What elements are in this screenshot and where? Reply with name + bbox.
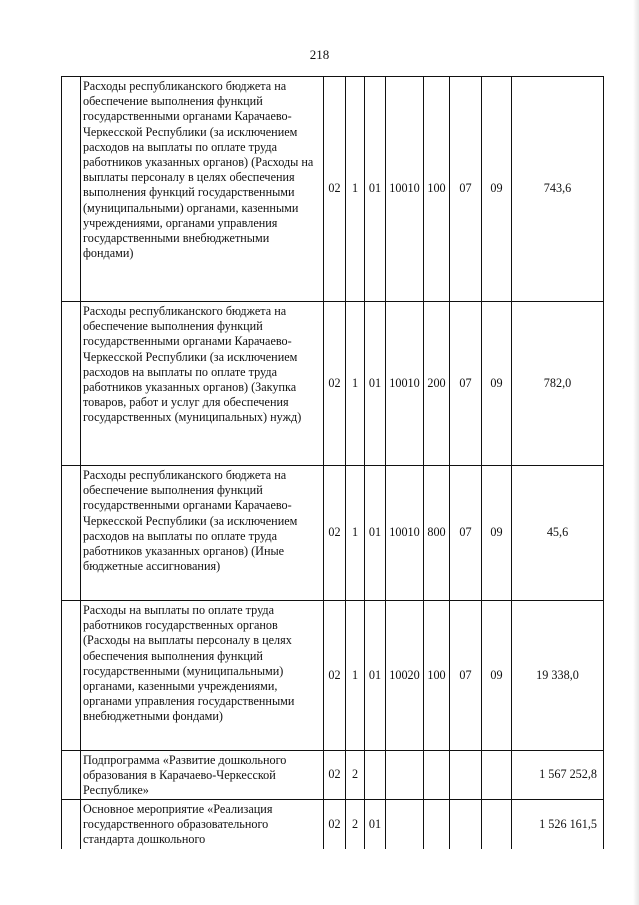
subprogram-code: 2 [346,751,365,800]
main-measure-code: 01 [365,466,386,601]
main-measure-code [365,751,386,800]
subsection-code: 09 [482,601,512,751]
section-code [450,751,482,800]
amount: 782,0 [512,302,604,466]
table-row [62,466,604,601]
page-edge [633,0,639,905]
expense-type-code: 200 [424,302,450,466]
table-row [62,751,604,800]
program-code: 02 [324,77,346,302]
amount: 45,6 [512,466,604,601]
main-measure-code: 01 [365,800,386,849]
expense-name: Расходы на выплаты по оплате труда работников государственных органов (Расходы на выплаты персоналу в целях обеспечения выполнения функций государственными (муниципальными) органами, казенными учреждениями, органами управления государственными внебюджетными фондами) [81,601,324,751]
section-code: 07 [450,77,482,302]
budget-table [61,76,604,849]
subprogram-code: 2 [346,800,365,849]
blank-cell [62,302,81,466]
expense-name: Расходы республиканского бюджета на обеспечение выполнения функций государственными органами Карачаево-Черкесской Республики (за исключением расходов на выплаты по оплате труда работников указанных органов) (Иные бюджетные ассигнования) [81,466,324,601]
expense-name: Основное мероприятие «Реализация государственного образовательного стандарта дошкольного [81,800,324,849]
subsection-code [482,751,512,800]
blank-cell [62,800,81,849]
table-row [62,302,604,466]
expense-name: Расходы республиканского бюджета на обеспечение выполнения функций государственными органами Карачаево-Черкесской Республики (за исключением расходов на выплаты по оплате труда работников указанных органов) (Закупка товаров, работ и услуг для обеспечения государственных (муниципальных) нужд) [81,302,324,466]
page-number: 218 [309,47,330,62]
expense-name: Расходы республиканского бюджета на обеспечение выполнения функций государственными органами Карачаево-Черкесской Республики (за исключением расходов на выплаты по оплате труда работников указанных органов) (Расходы на выплаты персоналу в целях обеспечения выполнения функций государственными (муниципальными) органами, казенными учреждениями, органами управления государственными внебюджетными фондами) [81,77,324,302]
subsection-code: 09 [482,302,512,466]
main-measure-code: 01 [365,601,386,751]
subsection-code [482,800,512,849]
expense-type-code: 100 [424,77,450,302]
expense-type-code [424,800,450,849]
section-code [450,800,482,849]
section-code: 07 [450,302,482,466]
subsection-code: 09 [482,77,512,302]
direction-code: 10010 [386,77,424,302]
program-code: 02 [324,466,346,601]
direction-code: 10010 [386,302,424,466]
amount: 743,6 [512,77,604,302]
program-code: 02 [324,302,346,466]
main-measure-code: 01 [365,302,386,466]
program-code: 02 [324,800,346,849]
program-code: 02 [324,751,346,800]
table-row [62,601,604,751]
amount: 19 338,0 [512,601,604,751]
table-row [62,77,604,302]
subprogram-code: 1 [346,77,365,302]
section-code: 07 [450,466,482,601]
program-code: 02 [324,601,346,751]
blank-cell [62,751,81,800]
main-measure-code: 01 [365,77,386,302]
expense-type-code: 800 [424,466,450,601]
subprogram-code: 1 [346,601,365,751]
subprogram-code: 1 [346,302,365,466]
direction-code: 10020 [386,601,424,751]
subprogram-code: 1 [346,466,365,601]
expense-type-code: 100 [424,601,450,751]
expense-type-code [424,751,450,800]
section-code: 07 [450,601,482,751]
blank-cell [62,466,81,601]
direction-code [386,800,424,849]
expense-name: Подпрограмма «Развитие дошкольного образования в Карачаево-Черкесской Республике» [81,751,324,800]
blank-cell [62,601,81,751]
blank-cell [62,77,81,302]
direction-code: 10010 [386,466,424,601]
amount: 1 567 252,8 [512,751,604,800]
table-row [62,800,604,849]
subsection-code: 09 [482,466,512,601]
direction-code [386,751,424,800]
amount: 1 526 161,5 [512,800,604,849]
